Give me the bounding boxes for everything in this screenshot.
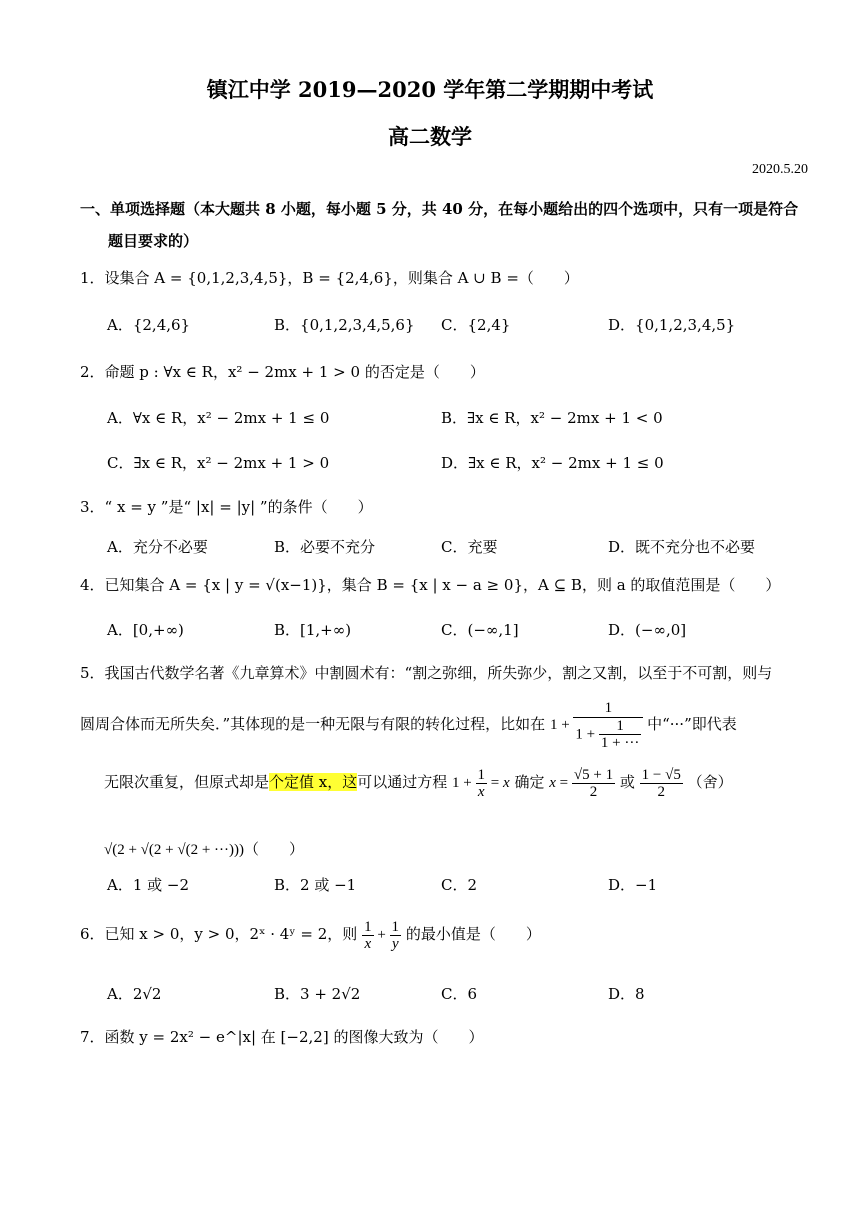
question-1-option-a: A．{2,4,6} <box>107 316 191 334</box>
question-5-option-b: B．2 或 −1 <box>274 876 357 894</box>
question-4-option-a: A．[0,+∞) <box>107 621 184 639</box>
question-7-stem: 7．函数 y = 2x² − e^|x| 在 [−2,2] 的图像大致为（ ） <box>80 1028 484 1046</box>
question-5-line2-text-b: 中“···”即代表 <box>647 715 737 734</box>
question-3-option-c: C．充要 <box>441 538 498 556</box>
question-2-option-c: C．∃x ∈ R，x² − 2mx + 1 > 0 <box>107 454 330 472</box>
question-3-stem: 3．“ x = y ”是“ |x| = |y| ”的条件（ ） <box>80 498 373 516</box>
question-5-line3-text-a: 无限次重复，但原式却是 <box>104 773 270 791</box>
section-heading-line2: 题目要求的） <box>108 232 199 250</box>
root-negative: $\frac{1 - √5}{2}$ <box>641 766 681 801</box>
question-5-line3 <box>104 762 733 803</box>
question-5-option-c: C．2 <box>441 876 478 894</box>
question-2-stem: 2．命题 p : ∀x ∈ R，x² − 2mx + 1 > 0 的否定是（ ） <box>80 363 485 381</box>
question-5-line3-text-b: 可以通过方程 <box>357 773 448 791</box>
question-4-option-c: C．(−∞,1] <box>441 621 519 639</box>
question-2-option-a: A．∀x ∈ R，x² − 2mx + 1 ≤ 0 <box>107 409 330 427</box>
question-5-line1: 5．我国古代数学名著《九章算术》中割圆术有：“割之弥细，所失弥少，割之又割，以至于不可割，则与 <box>80 664 773 682</box>
question-6-option-c: C．6 <box>441 985 478 1003</box>
question-5-option-a: A．1 或 −2 <box>107 876 190 894</box>
question-2-option-d: D．∃x ∈ R，x² − 2mx + 1 ≤ 0 <box>441 454 664 472</box>
section-heading-line1: 一、单项选择题（本大题共 8 小题，每小题 5 分，共 40 分，在每小题给出的四个选项中，只有一项是符合 <box>80 200 799 218</box>
question-5-option-d: D．−1 <box>608 876 658 894</box>
exam-date: 2020.5.20 <box>752 162 808 177</box>
section-heading <box>80 193 800 257</box>
question-5-nested-radical: √(2 + √(2 + √(2 + ···)))（ ） <box>104 842 305 858</box>
question-1-option-b: B．{0,1,2,3,4,5,6} <box>274 316 415 334</box>
continued-fraction: 1 + 1 1 + $\frac{1}{1 + \cdot\cdot\cdot}$ <box>550 717 647 733</box>
question-5-line3-text-e: （舍） <box>687 773 733 791</box>
question-4-stem: 4．已知集合 A = {x | y = √(x−1)}，集合 B = {x | x − a ≥ 0}，A ⊆ B，则 a 的取值范围是（ ） <box>80 576 781 594</box>
question-5-line3-text-d: 或 <box>619 773 635 791</box>
question-1-option-d: D．{0,1,2,3,4,5} <box>608 316 736 334</box>
question-3-option-d: D．既不充分也不必要 <box>608 538 756 556</box>
question-6-stem <box>80 914 541 955</box>
question-1-option-c: C．{2,4} <box>441 316 511 334</box>
continued-fraction-outer: 1 1 + $\frac{1}{1 + \cdot\cdot\cdot}$ <box>573 700 643 752</box>
question-3-option-b: B．必要不充分 <box>274 538 376 556</box>
question-6-stem-b: 的最小值是（ ） <box>405 925 541 943</box>
question-6-option-a: A．2√2 <box>107 985 162 1003</box>
equation-fixed-point: 1 + $\frac{1}{x}$ = x <box>452 766 510 801</box>
question-5-line2-text-a: 圆周合体而无所失矣．”其体现的是一种无限与有限的转化过程，比如在 <box>80 715 546 734</box>
question-6-stem-a: 6．已知 x > 0，y > 0，2ˣ · 4ʸ = 2，则 <box>80 925 358 943</box>
question-3-option-a: A．充分不必要 <box>107 538 208 556</box>
question-2-option-b: B．∃x ∈ R，x² − 2mx + 1 < 0 <box>441 409 663 427</box>
question-1-stem: 1．设集合 A = {0,1,2,3,4,5}，B = {2,4,6}，则集合 A ∪ B =（ ） <box>80 269 579 287</box>
exam-subtitle: 高二数学 <box>388 124 472 149</box>
question-6-option-d: D．8 <box>608 985 645 1003</box>
root-positive: x = $\frac{√5 + 1}{2}$ <box>549 766 614 801</box>
question-6-option-b: B．3 + 2√2 <box>274 985 361 1003</box>
reciprocal-sum: $\frac{1}{x}$ + $\frac{1}{y}$ <box>364 918 400 953</box>
question-5-line3-text-c: 确定 <box>514 773 545 791</box>
question-5-line2 <box>80 700 737 752</box>
highlighted-text: 个定值 x，这 <box>269 773 358 791</box>
exam-title: 镇江中学 2019—2020 学年第二学期期中考试 <box>206 77 654 102</box>
question-4-option-d: D．(−∞,0] <box>608 621 687 639</box>
question-4-option-b: B．[1,+∞) <box>274 621 352 639</box>
